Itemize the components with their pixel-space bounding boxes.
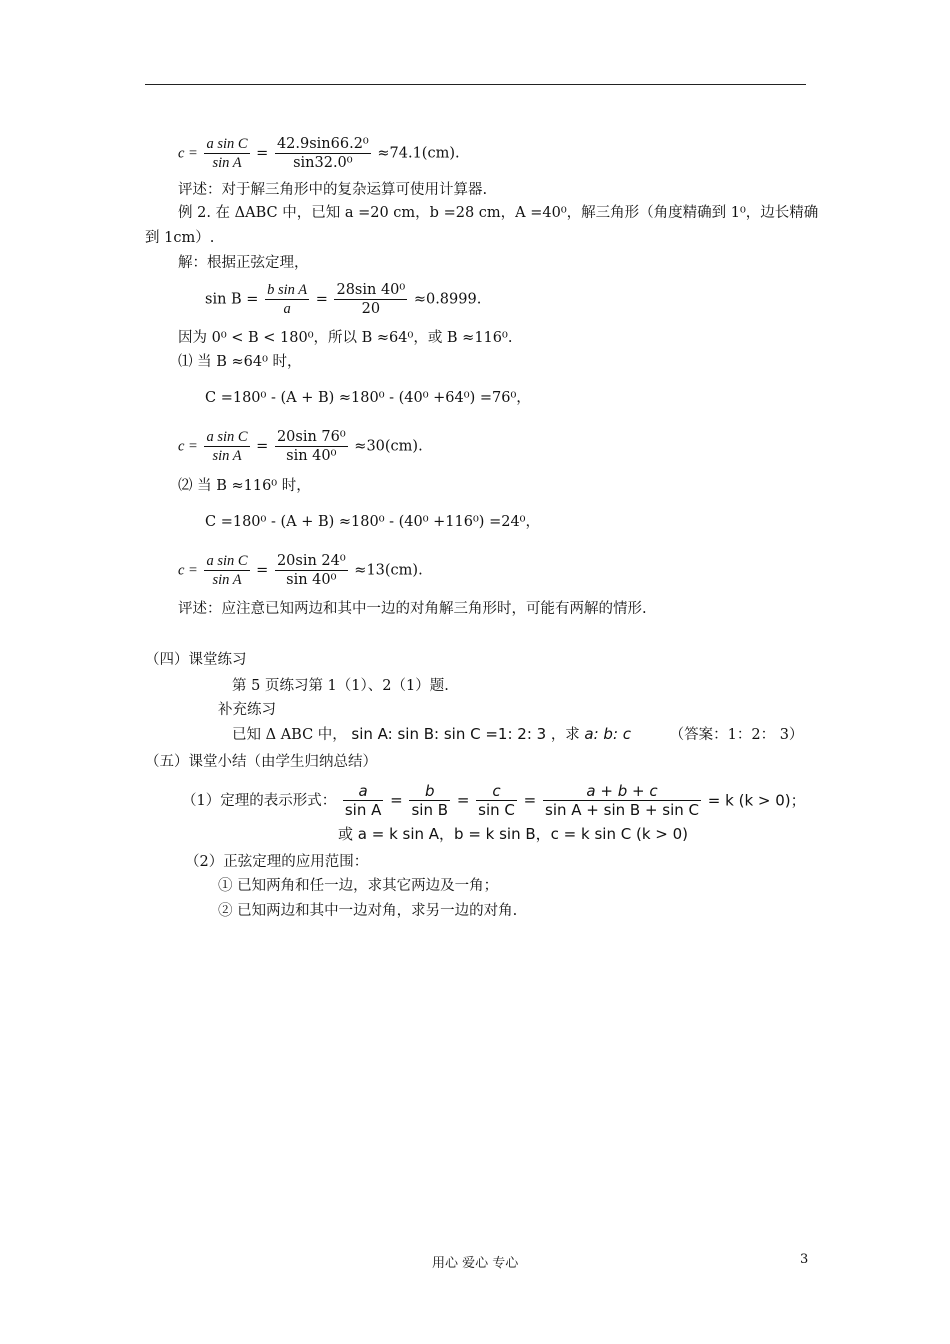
fraction: $\frac{a}{\text{sin A}}$: [344, 782, 382, 819]
eq-result: ≈0.8999.: [413, 291, 482, 308]
eq-lhs: c =: [178, 562, 198, 579]
footer-text: 用心 爱心 专心: [432, 1256, 519, 1271]
section-4-exercise: 第 5 页练习第 1（1）、2（1）题.: [232, 678, 449, 694]
fraction: $\frac{\text{28sin 40⁰}}{20}$: [336, 282, 406, 317]
ask-expression: a: b: c: [584, 725, 632, 743]
case-1-side-c: c = $\frac{\text{a sin C}}{\text{sin A}}$ = $\frac{\text{20sin 76⁰}}{\text{sin 40⁰}}$ ≈30(cm).: [178, 429, 423, 464]
eq-lhs: c =: [178, 145, 198, 162]
eq-result: ≈13(cm).: [354, 562, 423, 579]
theorem-form: （1）定理的表示形式： $\frac{a}{\text{sin A}}$ = $\frac{b}{\text{sin B}}$ = $\frac{c}{\text{sin C}}$ = $\frac{a + b + c}{\text{sin A + sin B + sin C}}$ = k (k > 0)；: [182, 782, 806, 819]
case-2-side-c: c = $\frac{\text{a sin C}}{\text{sin A}}$ = $\frac{\text{20sin 24⁰}}{\text{sin 40⁰}}$ ≈13(cm).: [178, 553, 423, 588]
comment-1: 评述：对于解三角形中的复杂运算可使用计算器.: [178, 182, 488, 198]
fraction: $\frac{\text{20sin 76⁰}}{\text{sin 40⁰}}$: [276, 429, 346, 464]
header-rule: [145, 84, 806, 85]
supplementary-heading: 补充练习: [218, 702, 276, 718]
angle-range-statement: 因为 0⁰ < B < 180⁰，所以 B ≈64⁰，或 B ≈116⁰.: [178, 330, 513, 346]
comment-2: 评述：应注意已知两边和其中一边的对角解三角形时，可能有两解的情形.: [178, 601, 647, 617]
fraction: $\frac{b}{\text{sin B}}$: [411, 782, 449, 819]
example-2-statement: 例 2. 在 ΔABC 中，已知 a =20 cm，b =28 cm，A =40⁰，解三角形（角度精确到 1⁰，边长精确: [178, 205, 819, 221]
example-2-statement-cont: 到 1cm）.: [145, 230, 215, 246]
section-5-heading: （五）课堂小结（由学生归纳总结）: [145, 754, 377, 770]
fraction: $\frac{\text{42.9sin66.2⁰}}{\text{sin32.0⁰}}$: [276, 136, 369, 171]
case-2-heading: ⑵ 当 B ≈116⁰ 时，: [178, 478, 311, 494]
case-1-heading: ⑴ 当 B ≈64⁰ 时，: [178, 354, 302, 370]
solution-intro: 解：根据正弦定理，: [178, 255, 309, 271]
application-2: ② 已知两边和其中一边对角，求另一边的对角.: [218, 903, 518, 919]
fraction: $\frac{\text{a sin C}}{\text{sin A}}$: [206, 429, 248, 464]
theorem-alt-form: 或 a = k sin A，b = k sin B，c = k sin C (k > 0): [338, 825, 689, 843]
fraction: $\frac{\text{20sin 24⁰}}{\text{sin 40⁰}}$: [276, 553, 346, 588]
fraction: $\frac{\text{a sin C}}{\text{sin A}}$: [206, 136, 248, 171]
equation-sinB: sin B = $\frac{\text{b sin A}}{a}$ = $\frac{\text{28sin 40⁰}}{20}$ ≈0.8999.: [205, 282, 482, 317]
fraction: $\frac{\text{a sin C}}{\text{sin A}}$: [206, 553, 248, 588]
eq-lhs: c =: [178, 438, 198, 455]
answer: （答案：1：2： 3）: [669, 727, 804, 743]
case-2-angle-C: C =180⁰ - (A + B) ≈180⁰ - (40⁰ +116⁰) =24⁰，: [205, 514, 540, 530]
application-1: ① 已知两角和任一边，求其它两边及一角；: [218, 878, 499, 894]
eq-result: ≈74.1(cm).: [377, 145, 460, 162]
fraction: $\frac{c}{\text{sin C}}$: [478, 782, 515, 819]
ratio-expression: sin A: sin B: sin C =1: 2: 3: [351, 725, 547, 743]
supplementary-exercise: 已知 Δ ABC 中， sin A: sin B: sin C =1: 2: 3 ，求 a: b: c （答案：1：2： 3）: [232, 725, 804, 743]
application-heading: （2）正弦定理的应用范围：: [185, 854, 369, 870]
page-number: 3: [800, 1252, 809, 1267]
fraction: $\frac{\text{b sin A}}{a}$: [267, 282, 308, 317]
section-4-heading: （四）课堂练习: [145, 652, 247, 668]
eq-result: ≈30(cm).: [354, 438, 423, 455]
case-1-angle-C: C =180⁰ - (A + B) ≈180⁰ - (40⁰ +64⁰) =76⁰，: [205, 390, 531, 406]
equation-example1-result: c = $\frac{\text{a sin C}}{\text{sin A}}$ = $\frac{\text{42.9sin66.2⁰}}{\text{sin32.0⁰}}$ ≈74.1(cm).: [178, 136, 460, 171]
eq-lhs: sin B =: [205, 291, 259, 308]
fraction: $\frac{a + b + c}{\text{sin A + sin B + sin C}}$: [545, 782, 700, 819]
